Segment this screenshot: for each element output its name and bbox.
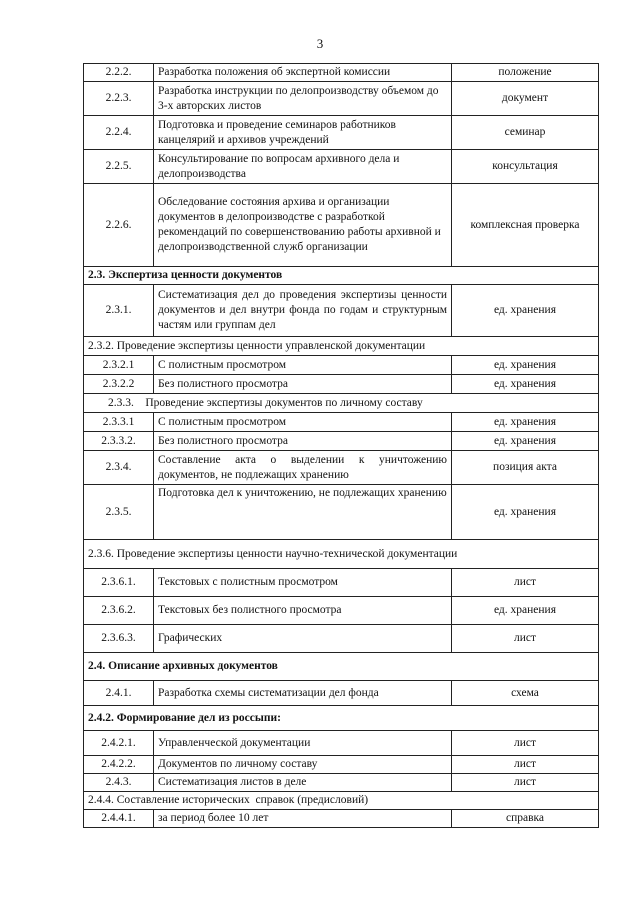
row-description: Консультирование по вопросам архивного дела и делопроизводства xyxy=(154,150,452,184)
row-description: Документов по личному составу xyxy=(154,756,452,774)
table-row xyxy=(84,774,599,792)
page-number: 3 xyxy=(316,36,324,51)
section-heading: 2.3.2. Проведение экспертизы ценности управленской документации xyxy=(84,337,599,356)
table-row xyxy=(84,451,599,485)
row-description: Систематизация листов в деле xyxy=(154,774,452,792)
row-unit: семинар xyxy=(452,116,599,150)
row-number: 2.2.4. xyxy=(84,116,154,150)
table-row xyxy=(84,285,599,337)
row-description: Систематизация дел до проведения экспертизы ценности документов и дел внутри фонда по годам и структурным частям или группам дел xyxy=(154,285,452,337)
table-row xyxy=(84,597,599,625)
row-number: 2.3.2.1 xyxy=(84,356,154,375)
row-description: Обследование состояния архива и организации документов в делопроизводстве с разработкой рекомендаций по совершенствованию работы архивной и делопроизводственной служб организации xyxy=(154,184,452,267)
row-unit: ед. хранения xyxy=(452,597,599,625)
row-number: 2.2.3. xyxy=(84,82,154,116)
row-unit: лист xyxy=(452,774,599,792)
row-unit: лист xyxy=(452,731,599,756)
row-unit: позиция акта xyxy=(452,451,599,485)
row-unit: ед. хранения xyxy=(452,413,599,432)
row-number: 2.4.3. xyxy=(84,774,154,792)
row-number: 2.3.6.3. xyxy=(84,625,154,653)
row-number: 2.3.6.2. xyxy=(84,597,154,625)
row-description: С полистным просмотром xyxy=(154,413,452,432)
row-unit: лист xyxy=(452,625,599,653)
row-description: Подготовка и проведение семинаров работников канцелярий и архивов учреждений xyxy=(154,116,452,150)
row-number: 2.4.2.2. xyxy=(84,756,154,774)
row-number: 2.3.3.2. xyxy=(84,432,154,451)
section-heading: 2.4.2. Формирование дел из россыпи: xyxy=(84,706,599,731)
row-number: 2.3.2.2 xyxy=(84,375,154,394)
table-row xyxy=(84,756,599,774)
table-row xyxy=(84,64,599,82)
table-row xyxy=(84,569,599,597)
row-unit: лист xyxy=(452,756,599,774)
row-number: 2.2.5. xyxy=(84,150,154,184)
row-number: 2.2.2. xyxy=(84,64,154,82)
section-heading: 2.3. Экспертиза ценности документов xyxy=(84,267,599,285)
row-description: Разработка инструкции по делопроизводству объемом до 3-х авторских листов xyxy=(154,82,452,116)
table-row xyxy=(84,810,599,828)
table-row xyxy=(84,731,599,756)
section-row xyxy=(84,267,599,285)
table-row xyxy=(84,356,599,375)
row-number: 2.4.1. xyxy=(84,681,154,706)
row-description: Составление акта о выделении к уничтожению документов, не подлежащих хранению xyxy=(154,451,452,485)
section-row xyxy=(84,540,599,569)
row-description: Управленческой документации xyxy=(154,731,452,756)
row-unit: ед. хранения xyxy=(452,356,599,375)
row-number: 2.3.6.1. xyxy=(84,569,154,597)
row-description: Графических xyxy=(154,625,452,653)
row-description: Без полистного просмотра xyxy=(154,375,452,394)
row-unit: положение xyxy=(452,64,599,82)
section-heading: 2.4. Описание архивных документов xyxy=(84,653,599,681)
row-unit: схема xyxy=(452,681,599,706)
row-unit: ед. хранения xyxy=(452,432,599,451)
row-description: за период более 10 лет xyxy=(154,810,452,828)
row-description: Текстовых без полистного просмотра xyxy=(154,597,452,625)
row-unit: справка xyxy=(452,810,599,828)
section-row xyxy=(84,394,599,413)
table-row xyxy=(84,432,599,451)
row-description: Текстовых с полистным просмотром xyxy=(154,569,452,597)
row-number: 2.3.5. xyxy=(84,485,154,540)
section-heading: 2.3.3. Проведение экспертизы документов по личному составу xyxy=(84,394,599,413)
row-unit: ед. хранения xyxy=(452,375,599,394)
row-number: 2.4.2.1. xyxy=(84,731,154,756)
section-heading: 2.3.6. Проведение экспертизы ценности научно-технической документации xyxy=(84,540,599,569)
row-number: 2.2.6. xyxy=(84,184,154,267)
row-description: Без полистного просмотра xyxy=(154,432,452,451)
row-description: Разработка схемы систематизации дел фонда xyxy=(154,681,452,706)
row-unit: ед. хранения xyxy=(452,285,599,337)
row-description: Разработка положения об экспертной комиссии xyxy=(154,64,452,82)
section-row xyxy=(84,653,599,681)
table-row xyxy=(84,375,599,394)
table-row xyxy=(84,82,599,116)
table-row xyxy=(84,485,599,540)
section-heading: 2.4.4. Составление исторических справок (предисловий) xyxy=(84,792,599,810)
row-unit: ед. хранения xyxy=(452,485,599,540)
section-row xyxy=(84,792,599,810)
section-row xyxy=(84,706,599,731)
row-number: 2.3.1. xyxy=(84,285,154,337)
section-row xyxy=(84,337,599,356)
table-row xyxy=(84,116,599,150)
row-unit: документ xyxy=(452,82,599,116)
table-row xyxy=(84,150,599,184)
row-unit: лист xyxy=(452,569,599,597)
table-row xyxy=(84,681,599,706)
price-list-table xyxy=(83,63,599,828)
table-row xyxy=(84,184,599,267)
row-description: Подготовка дел к уничтожению, не подлежащих хранению xyxy=(154,485,452,540)
row-number: 2.3.4. xyxy=(84,451,154,485)
row-number: 2.3.3.1 xyxy=(84,413,154,432)
row-description: С полистным просмотром xyxy=(154,356,452,375)
table-row xyxy=(84,413,599,432)
row-unit: комплексная проверка xyxy=(452,184,599,267)
row-unit: консультация xyxy=(452,150,599,184)
row-number: 2.4.4.1. xyxy=(84,810,154,828)
table-row xyxy=(84,625,599,653)
